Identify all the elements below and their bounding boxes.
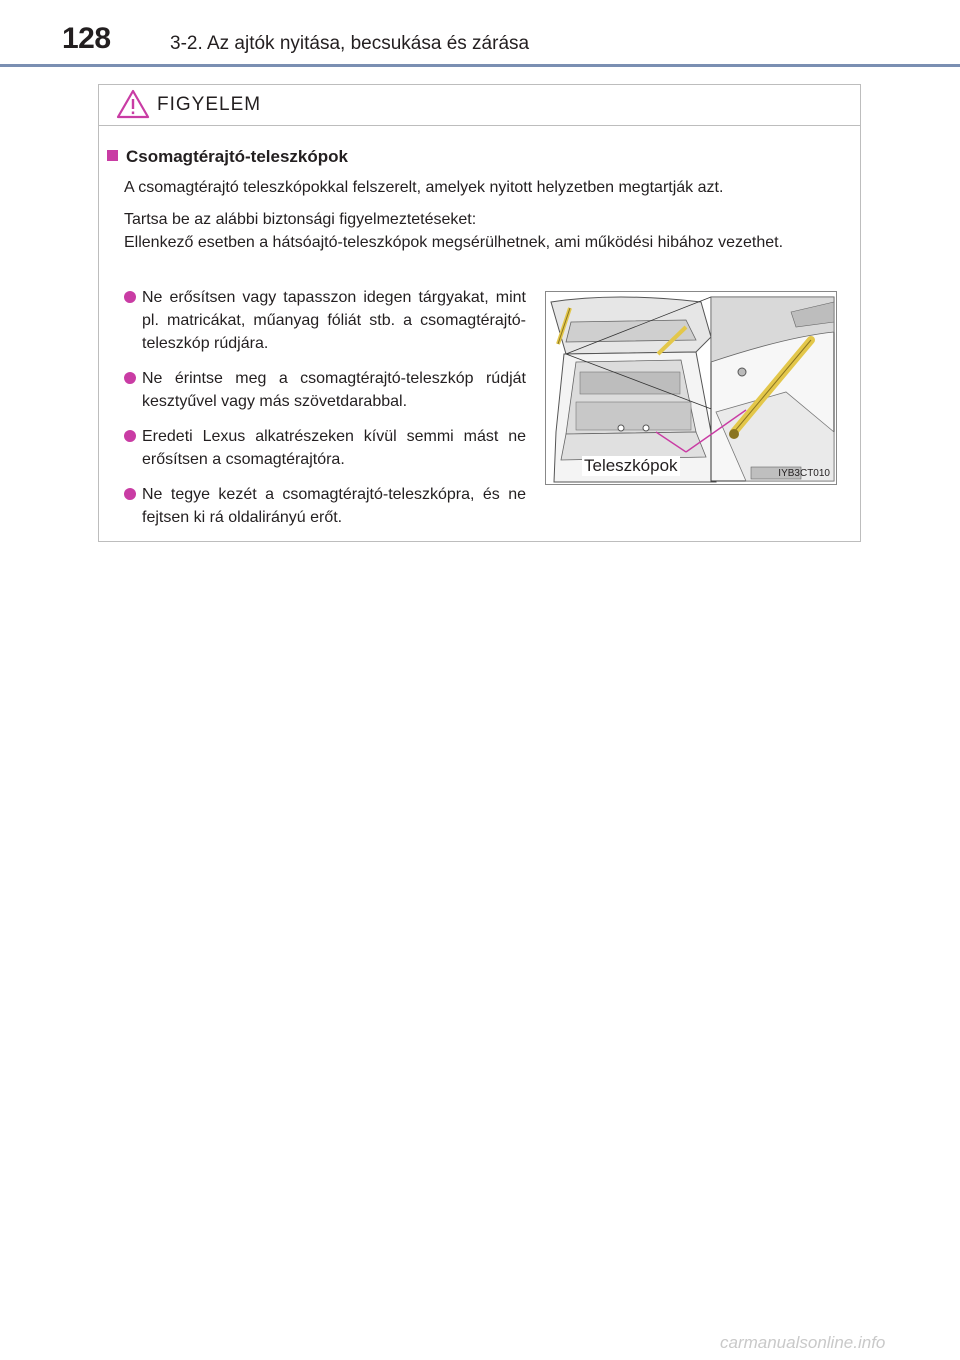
bullet-dot-icon — [124, 372, 136, 384]
warning-bullet-list — [124, 286, 526, 541]
warning-header — [99, 85, 860, 126]
intro-paragraph: A csomagtérajtó teleszkópokkal felszerelt, amelyek nyitott helyzetben megtartják azt. — [124, 179, 724, 196]
bullet-text: Eredeti Lexus alkatrészeken kívül semmi mást ne erősítsen a csomagtérajtóra. — [142, 428, 526, 468]
header-divider — [0, 64, 960, 67]
warning-triangle-icon — [116, 89, 150, 119]
caution-paragraph-line-2: Ellenkező esetben a hátsóajtó-teleszkópok megsérülhetnek, ami működési hibához vezethet. — [124, 234, 784, 251]
section-title: 3-2. Az ajtók nyitása, becsukása és zárása — [170, 33, 530, 54]
caution-paragraph — [124, 208, 842, 254]
figure-code: IYB3CT010 — [778, 468, 830, 479]
caution-paragraph-line-1: Tartsa be az alábbi biztonsági figyelmeztetéseket: — [124, 211, 477, 228]
bullet-dot-icon — [124, 488, 136, 500]
bullet-text: Ne tegye kezét a csomagtérajtó-teleszkópra, és ne fejtsen ki rá oldalirányú erőt. — [142, 486, 526, 526]
square-bullet-icon — [107, 150, 118, 161]
list-item — [124, 367, 526, 413]
list-item — [124, 425, 526, 471]
bullet-text: Ne érintse meg a csomagtérajtó-teleszkóp rúdját kesztyűvel vagy más szövetdarabbal. — [142, 370, 526, 410]
callout-label: Teleszkópok — [584, 456, 678, 475]
subheading — [107, 147, 348, 167]
bullet-dot-icon — [124, 430, 136, 442]
bullet-dot-icon — [124, 291, 136, 303]
list-item — [124, 483, 526, 529]
page-number: 128 — [62, 22, 111, 55]
watermark: carmanualsonline.info — [720, 1333, 886, 1352]
warning-label: FIGYELEM — [157, 94, 262, 115]
bullet-text: Ne erősítsen vagy tapasszon idegen tárgyakat, mint pl. matricákat, műanyag fóliát stb. a csomagtérajtó-teleszkóp rúdjára. — [142, 289, 526, 352]
page-header — [0, 0, 960, 70]
list-item — [124, 286, 526, 355]
tailgate-strut-illustration — [545, 291, 837, 485]
subheading-text: Csomagtérajtó-teleszkópok — [126, 147, 348, 166]
